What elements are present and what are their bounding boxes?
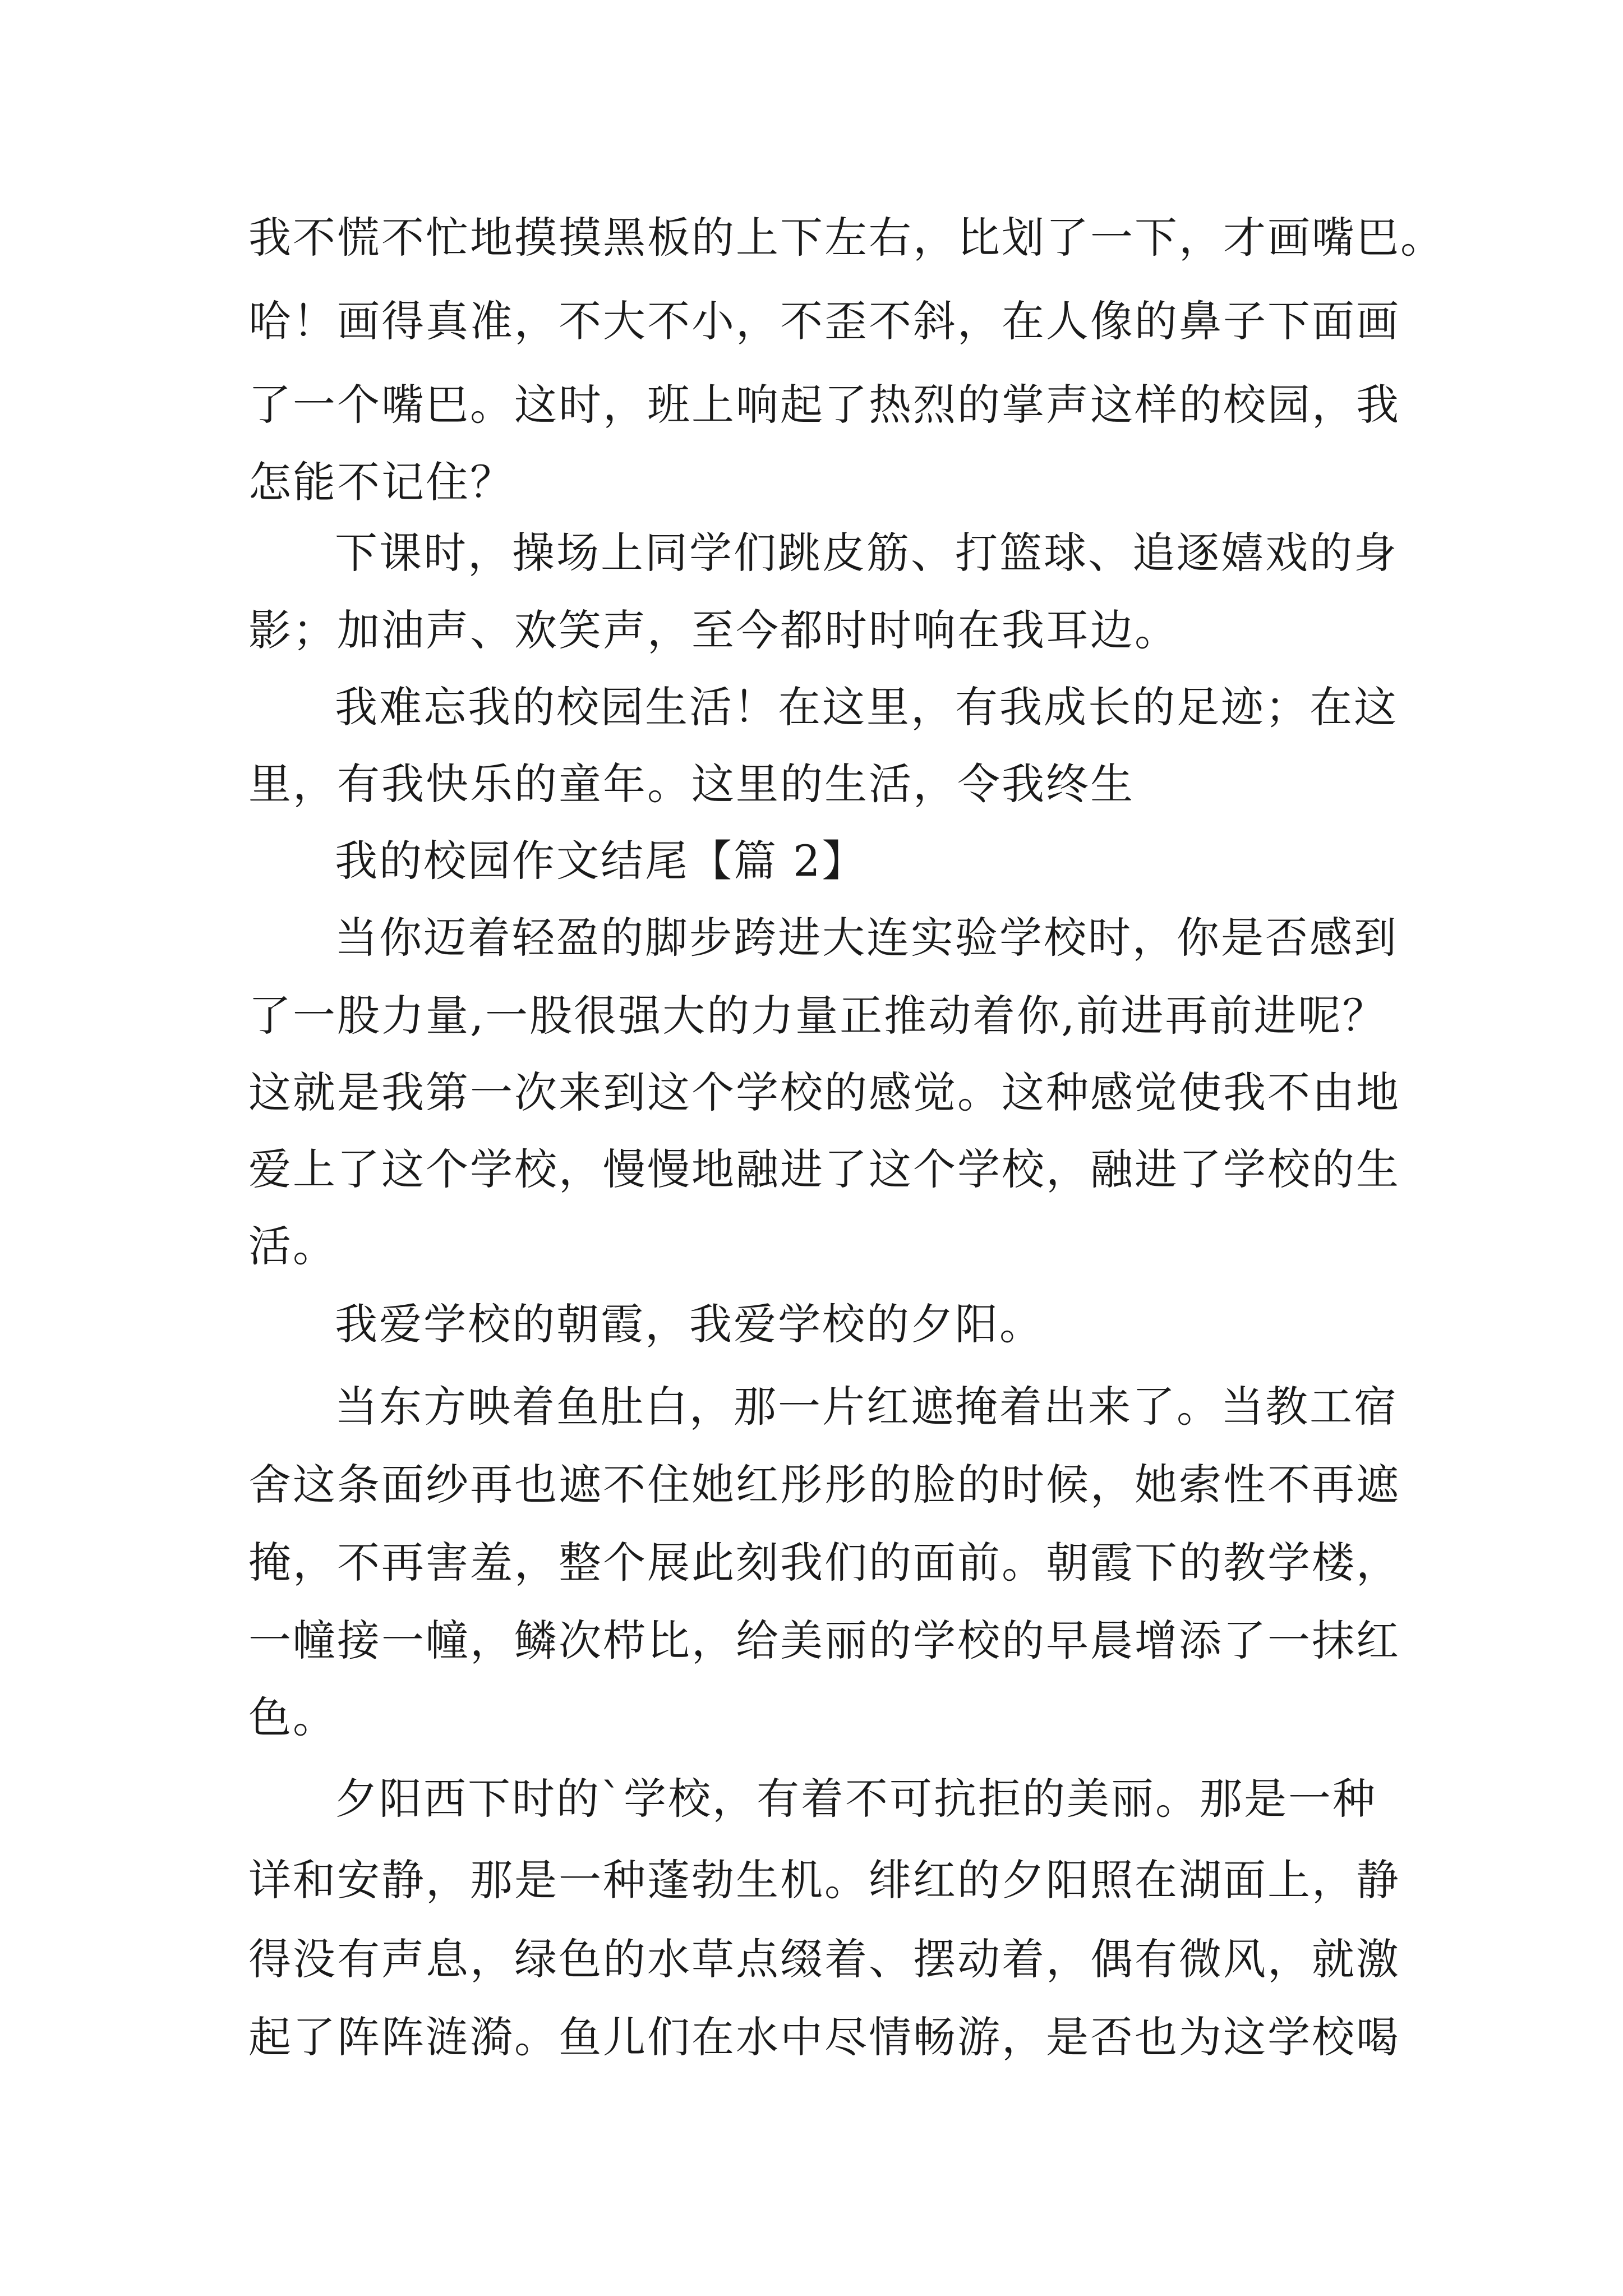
text-line: 详和安静，那是一种蓬勃生机。绯红的夕阳照在湖面上，静 [248, 1855, 1400, 1905]
text-line: 影；加油声、欢笑声，至今都时时响在我耳边。 [248, 605, 1179, 655]
text-line: 哈！画得真准，不大不小，不歪不斜，在人像的鼻子下面画 [248, 296, 1400, 346]
text-line: 我难忘我的校园生活！在这里，有我成长的足迹；在这 [335, 682, 1398, 732]
text-line: 我不慌不忙地摸摸黑板的上下左右，比划了一下，才画嘴巴。 [248, 213, 1445, 263]
text-line: 爱上了这个学校，慢慢地融进了这个学校，融进了学校的生 [248, 1144, 1400, 1194]
text-line: 当你迈着轻盈的脚步跨进大连实验学校时，你是否感到 [335, 913, 1398, 963]
text-line: 起了阵阵涟漪。鱼儿们在水中尽情畅游，是否也为这学校喝 [248, 2012, 1400, 2062]
text-line: 当东方映着鱼肚白，那一片红遮掩着出来了。当教工宿 [335, 1382, 1398, 1432]
text-line: 了一个嘴巴。这时，班上响起了热烈的掌声这样的校园，我 [248, 380, 1400, 430]
text-line: 一幢接一幢，鳞次栉比，给美丽的学校的早晨增添了一抹红 [248, 1616, 1400, 1665]
text-line: 这就是我第一次来到这个学校的感觉。这种感觉使我不由地 [248, 1068, 1400, 1117]
text-line: 掩，不再害羞，整个展此刻我们的面前。朝霞下的教学楼， [248, 1538, 1400, 1588]
text-line: 下课时，操场上同学们跳皮筋、打篮球、追逐嬉戏的身 [335, 528, 1398, 578]
text-line: 夕阳西下时的`学校，有着不可抗拒的美丽。那是一种 [335, 1774, 1377, 1824]
section-heading: 我的校园作文结尾【篇 2】 [335, 836, 866, 886]
text-line: 怎能不记住？ [248, 457, 514, 507]
text-line: 了一股力量,一股很强大的力量正推动着你,前进再前进呢？ [248, 991, 1387, 1041]
text-line: 我爱学校的朝霞，我爱学校的夕阳。 [335, 1299, 1044, 1349]
text-line: 舍这条面纱再也遮不住她红彤彤的脸的时候，她索性不再遮 [248, 1460, 1400, 1510]
text-line: 得没有声息，绿色的水草点缀着、摆动着，偶有微风，就激 [248, 1934, 1400, 1984]
text-line: 活。 [248, 1221, 337, 1271]
text-line: 色。 [248, 1692, 337, 1742]
text-line: 里，有我快乐的童年。这里的生活，令我终生 [248, 759, 1135, 809]
